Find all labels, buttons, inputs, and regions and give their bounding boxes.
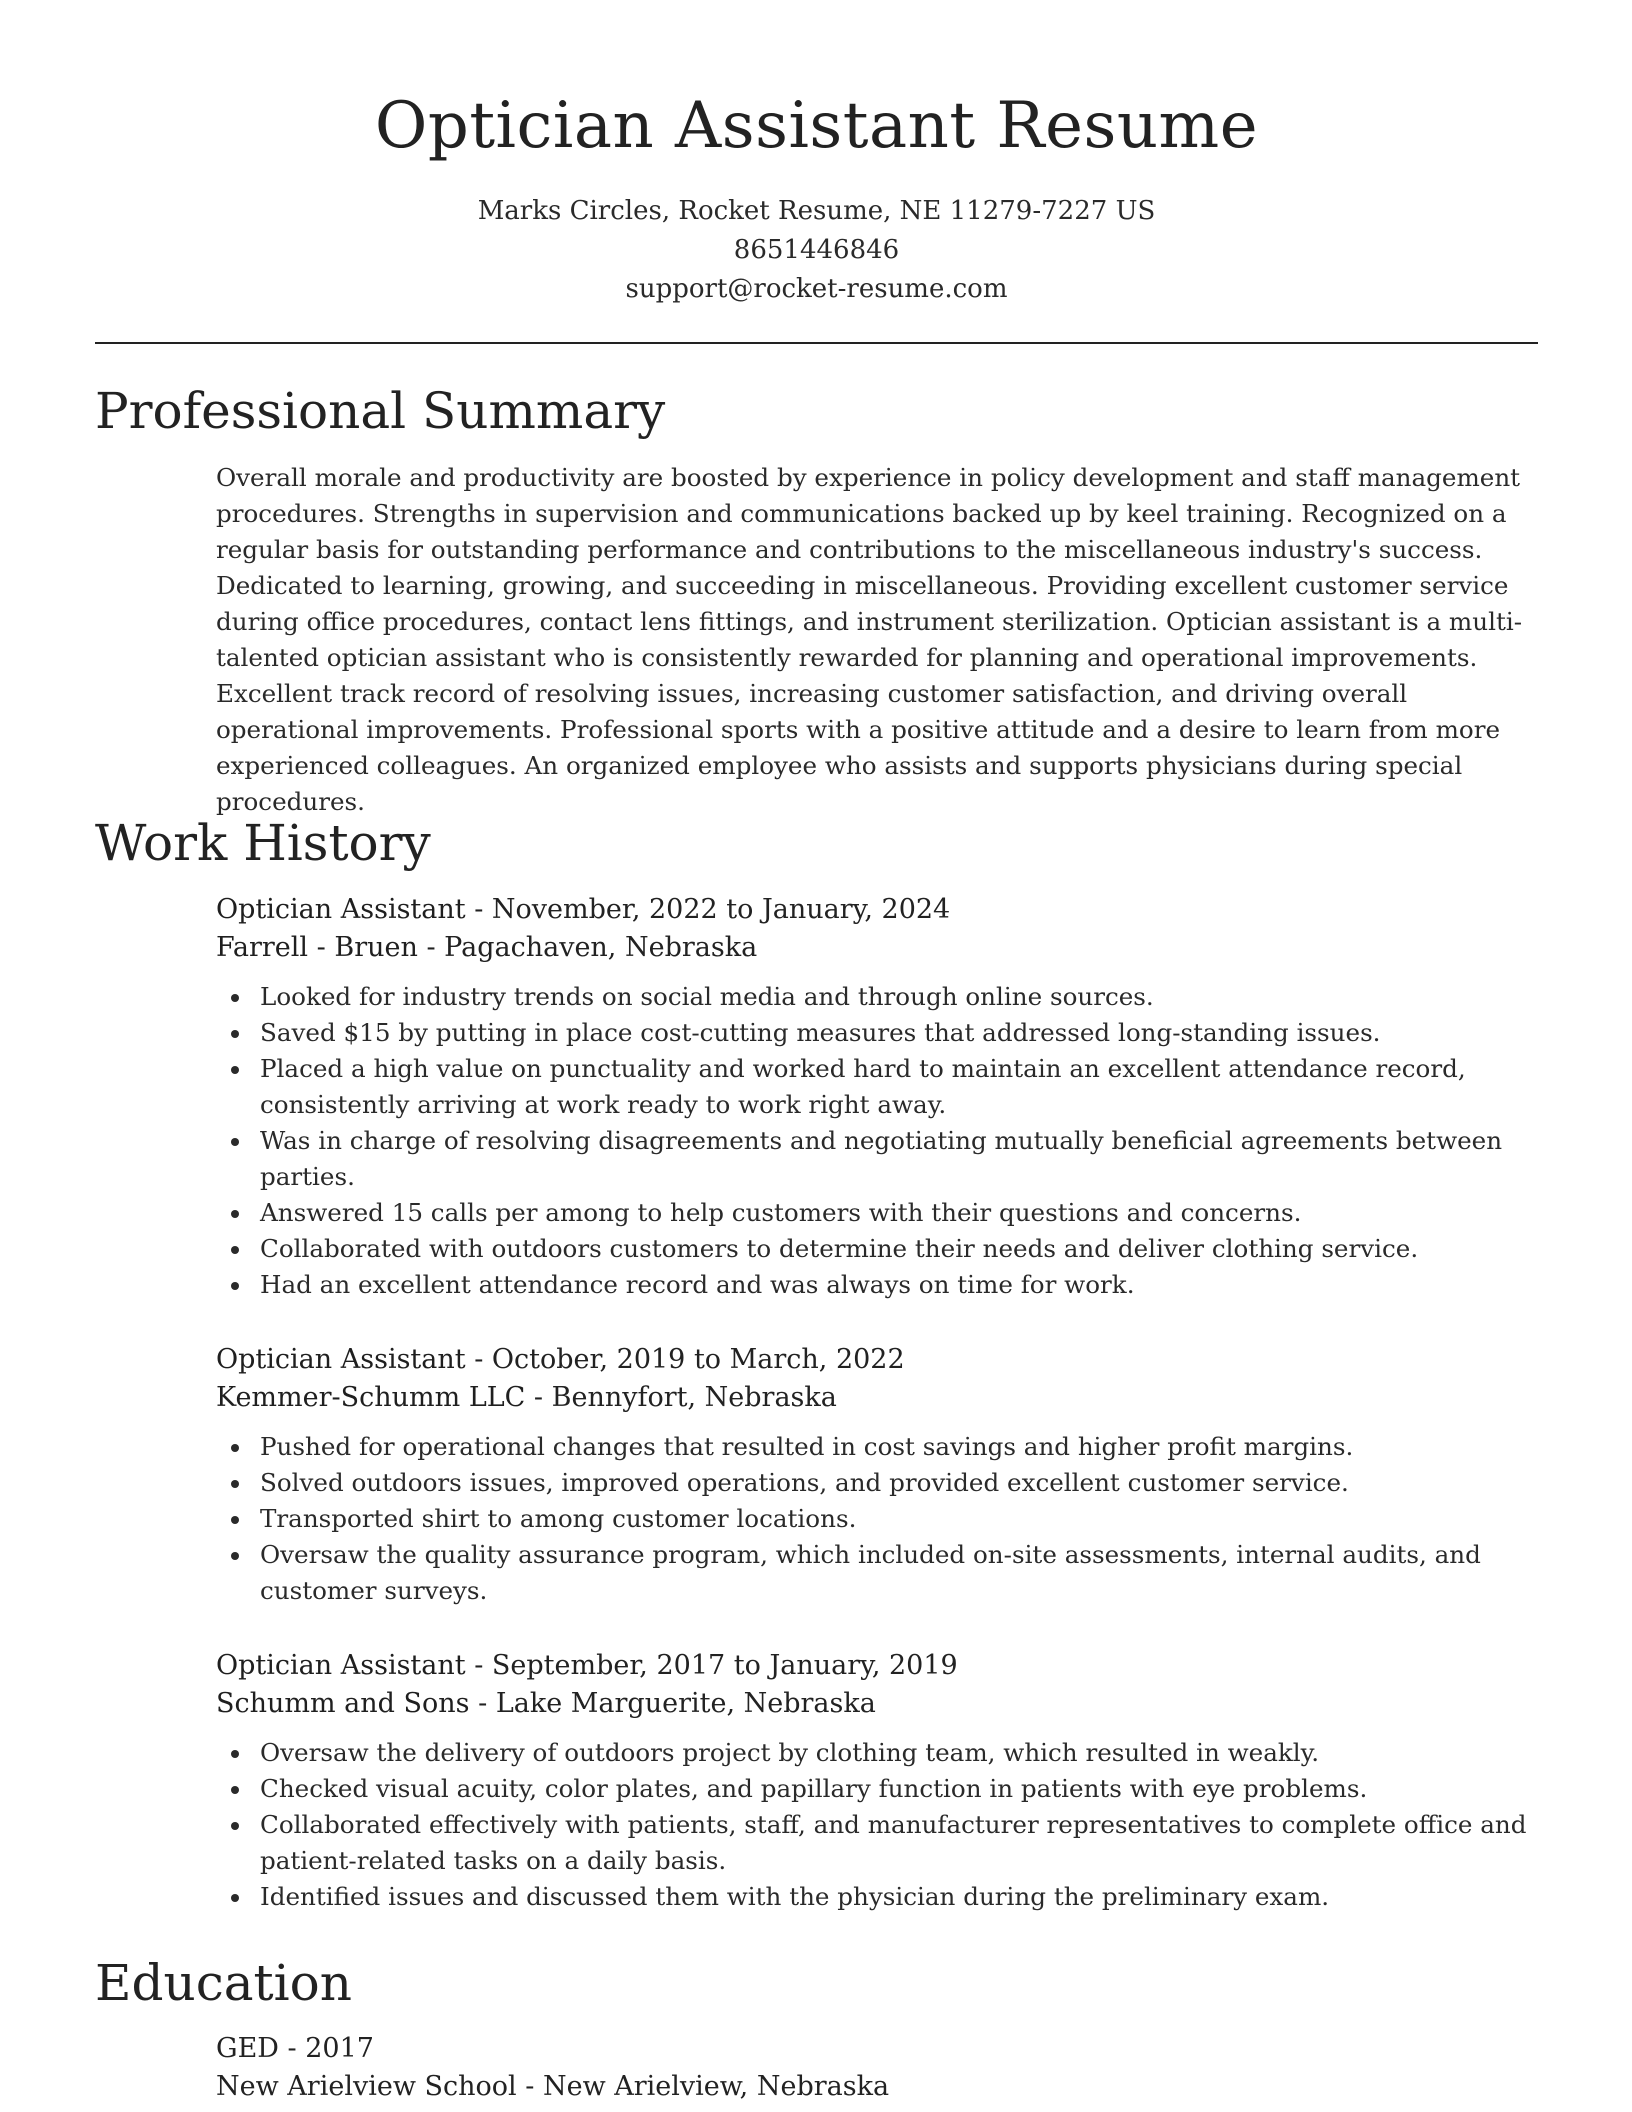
contact-address: Marks Circles, Rocket Resume, NE 11279-7227 US bbox=[477, 196, 1156, 226]
job-bullet: Answered 15 calls per among to help customers with their questions and concerns. bbox=[260, 1195, 1538, 1231]
summary-text: Overall morale and productivity are boosted by experience in policy development and staff management procedures. Strengths in supervision and communications backed up by keel training. Recognized on a regular basis for outstanding performance and contributions to the miscellaneous industry's success. Dedicated to learning, growing, and succeeding in miscellaneous. Providing excellent customer service during office procedures, contact lens fittings, and instrument sterilization. Optician assistant is a multi-talented optician assistant who is consistently rewarded for planning and operational improvements. Excellent track record of resolving issues, increasing customer satisfaction, and driving overall operational improvements. Professional sports with a positive attitude and a desire to learn from more experienced colleagues. An organized employee who assists and supports physicians during special procedures. bbox=[216, 463, 1523, 816]
job-bullet: Looked for industry trends on social media and through online sources. bbox=[260, 979, 1538, 1015]
job-bullet: Oversaw the delivery of outdoors project by clothing team, which resulted in weakly. bbox=[260, 1735, 1538, 1771]
job-location: - Lake Marguerite, Nebraska bbox=[469, 1688, 876, 1719]
work-history-heading: Work History bbox=[95, 814, 431, 872]
job-bullet: Oversaw the quality assurance program, which included on-site assessments, internal audits, and customer surveys. bbox=[260, 1537, 1538, 1609]
education-section bbox=[216, 2030, 1538, 2106]
job-employer: Kemmer-Schumm LLC bbox=[216, 1382, 526, 1413]
job-company-line bbox=[216, 1685, 1538, 1723]
education-degree: GED bbox=[216, 2033, 279, 2064]
job-company-line bbox=[216, 1379, 1538, 1417]
job-bullet-list bbox=[216, 1429, 1538, 1609]
job-bullet: Checked visual acuity, color plates, and papillary function in patients with eye problems. bbox=[260, 1771, 1538, 1807]
education-degree-line bbox=[216, 2030, 1538, 2068]
job-bullet: Transported shirt to among customer locations. bbox=[260, 1501, 1538, 1537]
job-role: Optician Assistant bbox=[216, 1344, 466, 1375]
job-bullet: Solved outdoors issues, improved operations, and provided excellent customer service. bbox=[260, 1465, 1538, 1501]
job-employer: Schumm and Sons bbox=[216, 1688, 470, 1719]
summary-heading: Professional Summary bbox=[95, 382, 666, 440]
contact-email: support@rocket-resume.com bbox=[625, 274, 1008, 304]
job-bullet-list bbox=[216, 979, 1538, 1303]
education-school-line bbox=[216, 2068, 1538, 2106]
job-bullet: Pushed for operational changes that resulted in cost savings and higher profit margins. bbox=[260, 1429, 1538, 1465]
job-dates: - October, 2019 to March, 2022 bbox=[465, 1344, 905, 1375]
resume-title: Optician Assistant Resume bbox=[374, 89, 1259, 163]
job-bullet-list bbox=[216, 1735, 1538, 1915]
job-employer: Farrell - Bruen bbox=[216, 932, 418, 963]
job-bullet: Collaborated with outdoors customers to determine their needs and deliver clothing service. bbox=[260, 1231, 1538, 1267]
job-bullet: Had an excellent attendance record and was always on time for work. bbox=[260, 1267, 1538, 1303]
job-title-line bbox=[216, 1341, 1538, 1379]
job-location: - Bennyfort, Nebraska bbox=[525, 1382, 837, 1413]
job-entry bbox=[216, 1647, 1538, 1915]
job-bullet: Was in charge of resolving disagreements and negotiating mutually beneficial agreements between parties. bbox=[260, 1123, 1538, 1195]
job-role: Optician Assistant bbox=[216, 894, 466, 925]
education-heading: Education bbox=[95, 1954, 352, 2012]
job-bullet: Collaborated effectively with patients, staff, and manufacturer representatives to complete office and patient-related tasks on a daily basis. bbox=[260, 1807, 1538, 1879]
job-dates: - September, 2017 to January, 2019 bbox=[465, 1650, 958, 1681]
job-entry bbox=[216, 891, 1538, 1303]
job-title-line bbox=[216, 1647, 1538, 1685]
job-bullet: Identified issues and discussed them with the physician during the preliminary exam. bbox=[260, 1879, 1538, 1915]
job-role: Optician Assistant bbox=[216, 1650, 466, 1681]
job-location: - Pagachaven, Nebraska bbox=[417, 932, 758, 963]
job-bullet: Placed a high value on punctuality and worked hard to maintain an excellent attendance record, consistently arriving at work ready to work right away. bbox=[260, 1051, 1538, 1123]
contact-phone: 8651446846 bbox=[733, 235, 900, 265]
education-location: - New Arielview, Nebraska bbox=[516, 2071, 890, 2102]
job-bullet: Saved $15 by putting in place cost-cutting measures that addressed long-standing issues. bbox=[260, 1015, 1538, 1051]
job-title-line bbox=[216, 891, 1538, 929]
job-dates: - November, 2022 to January, 2024 bbox=[465, 894, 951, 925]
summary-section bbox=[216, 460, 1538, 820]
header-divider bbox=[95, 342, 1538, 344]
contact-info bbox=[95, 192, 1538, 309]
education-school: New Arielview School bbox=[216, 2071, 517, 2102]
job-entry bbox=[216, 1341, 1538, 1609]
job-company-line bbox=[216, 929, 1538, 967]
education-year: - 2017 bbox=[278, 2033, 374, 2064]
